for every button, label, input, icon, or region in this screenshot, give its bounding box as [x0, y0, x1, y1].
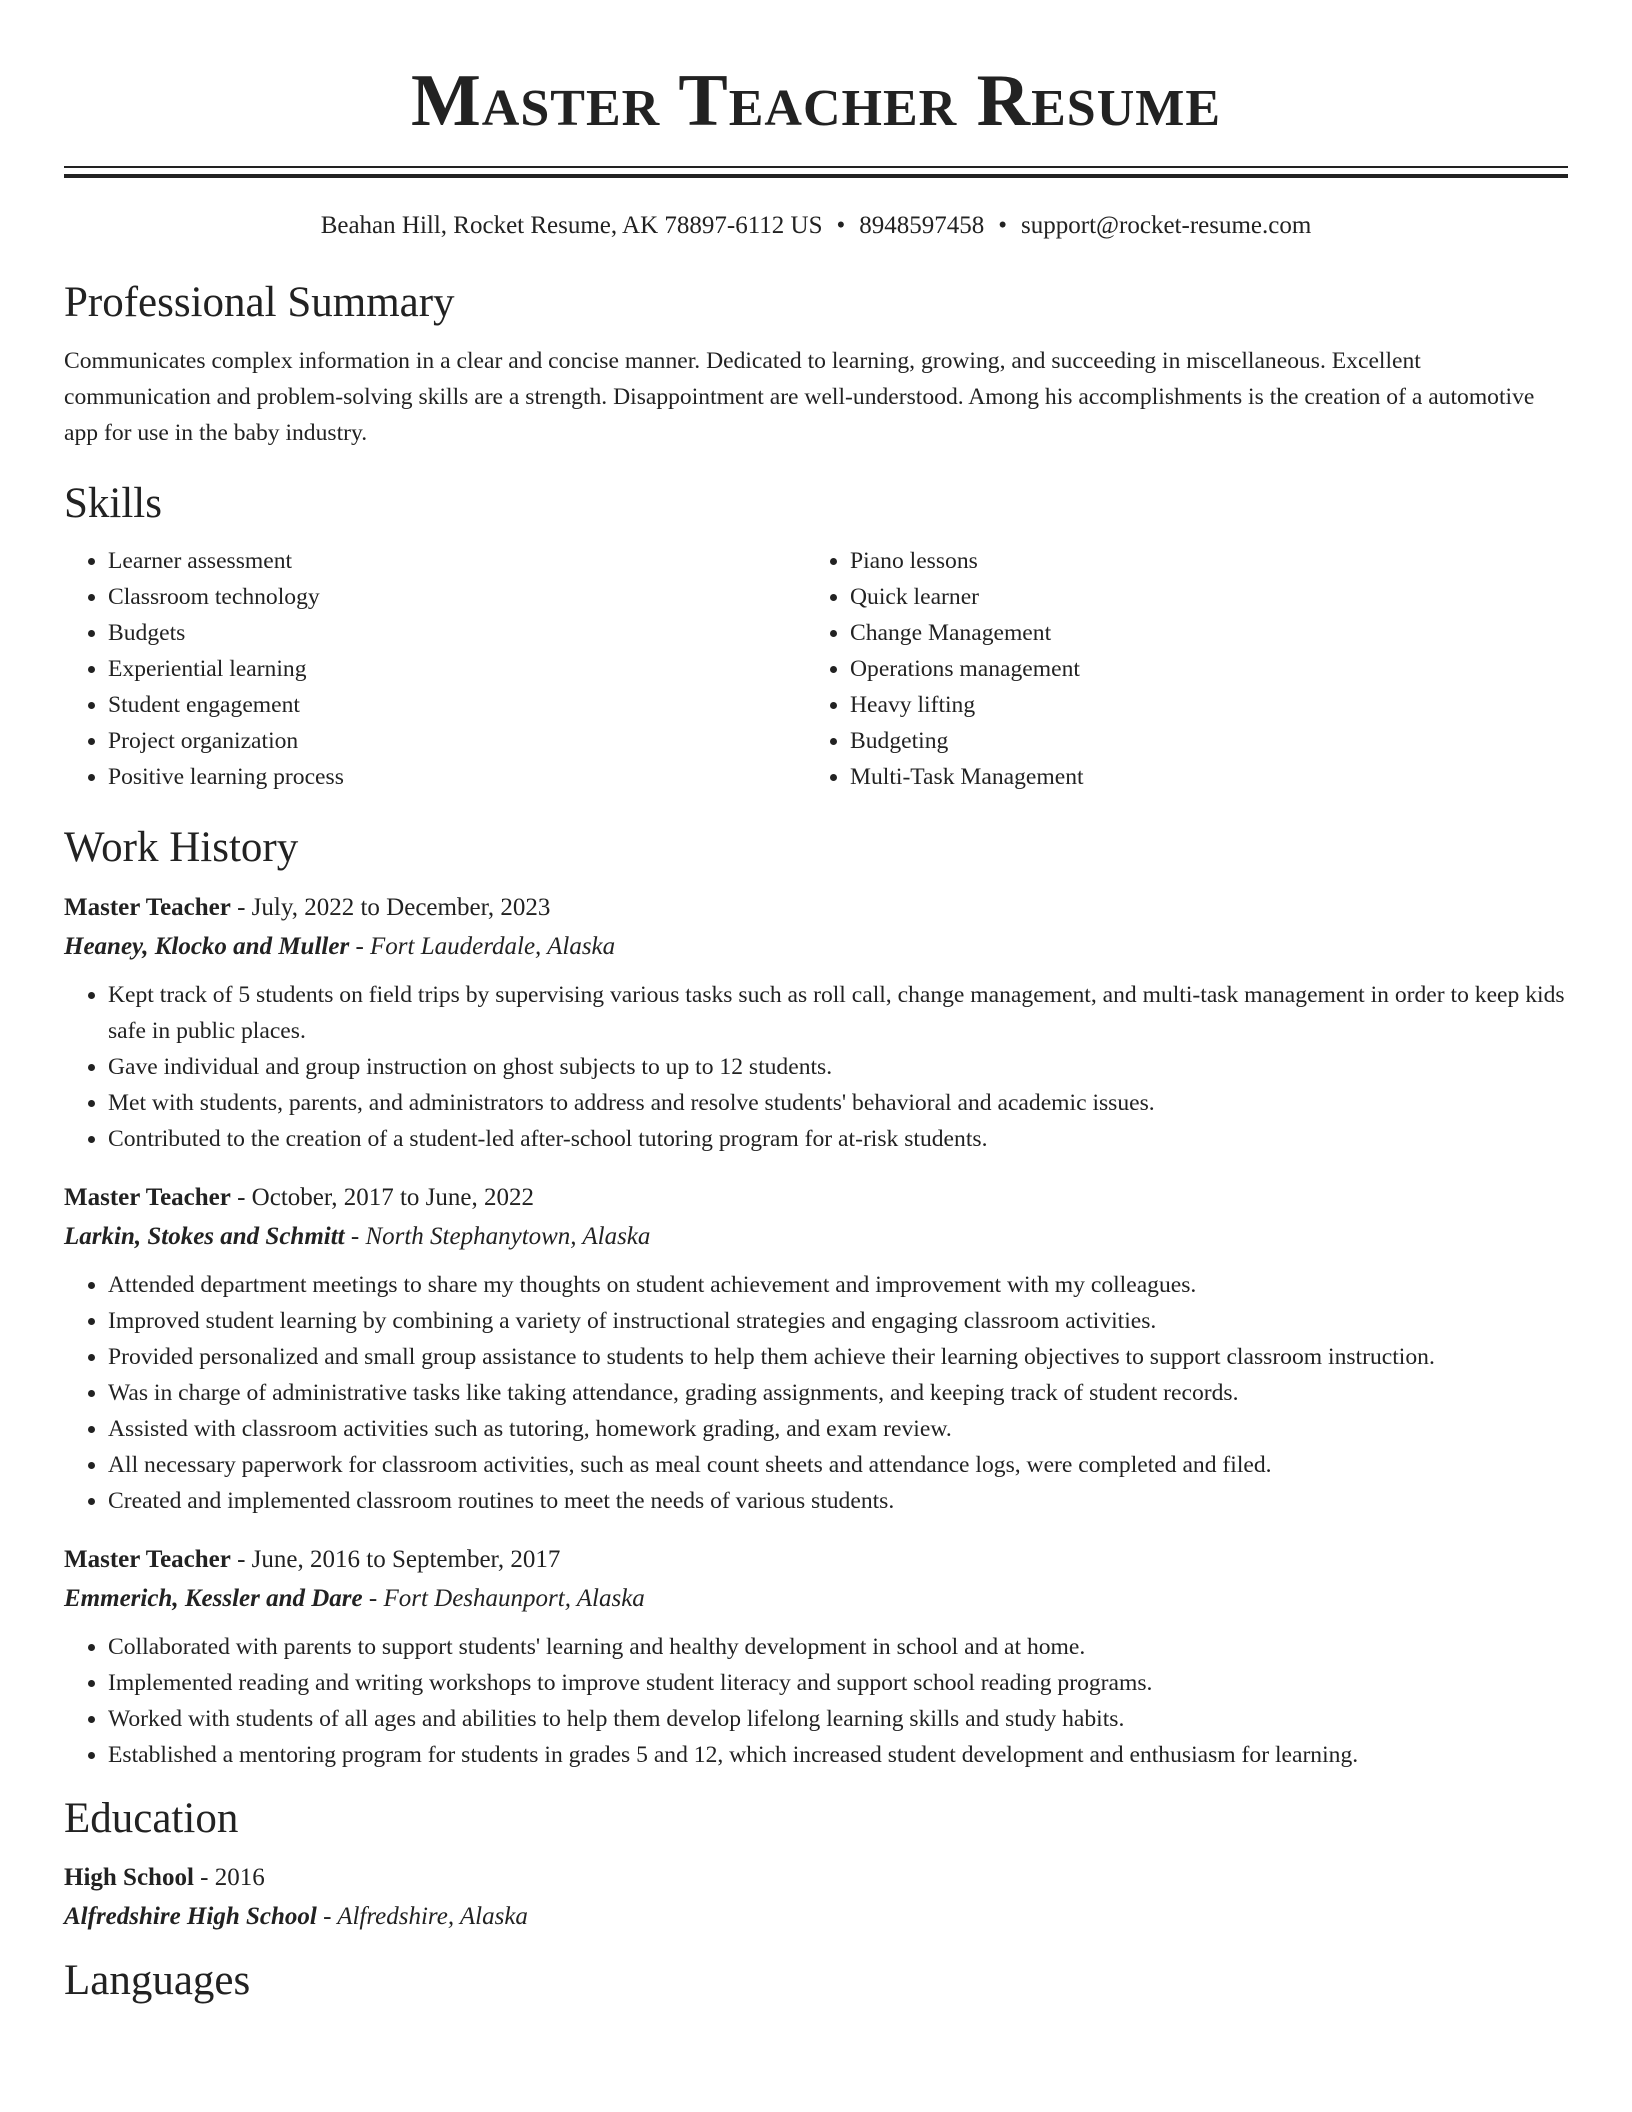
job-dates: - October, 2017 to June, 2022	[230, 1184, 534, 1211]
job-dates: - June, 2016 to September, 2017	[230, 1546, 561, 1573]
contact-email: support@rocket-resume.com	[1021, 212, 1312, 239]
job-bullet: • Established a mentoring program for students in grades 5 and 12, which increased student development and enthusiasm for learning.	[108, 1737, 1568, 1773]
skill-item: • Budgets	[108, 615, 806, 651]
job-company: Larkin, Stokes and Schmitt	[64, 1223, 345, 1250]
skill-item: • Experiential learning	[108, 651, 806, 687]
job-bullet: • Attended department meetings to share my thoughts on student achievement and improvement with my colleagues.	[108, 1267, 1568, 1303]
work-history-heading: Work History	[64, 824, 299, 871]
skill-item: • Classroom technology	[108, 579, 806, 615]
skill-item: • Piano lessons	[850, 543, 1548, 579]
job-entry	[64, 1541, 1568, 1773]
job-bullet: • Collaborated with parents to support students' learning and healthy development in school and at home.	[108, 1629, 1568, 1665]
job-company-line	[64, 1217, 1568, 1257]
job-entry	[64, 889, 1568, 1157]
job-bullets	[64, 1267, 1568, 1519]
job-bullet: • Gave individual and group instruction on ghost subjects to up to 12 students.	[108, 1049, 1568, 1085]
job-title-line	[64, 889, 1568, 927]
job-bullet: • Implemented reading and writing workshops to improve student literacy and support school reading programs.	[108, 1665, 1568, 1701]
job-bullet: • Contributed to the creation of a student-led after-school tutoring program for at-risk students.	[108, 1121, 1568, 1157]
job-title-line	[64, 1541, 1568, 1579]
job-bullets	[64, 977, 1568, 1157]
education-location: - Alfredshire, Alaska	[316, 1903, 528, 1930]
contact-line	[64, 209, 1568, 243]
job-title: Master Teacher	[64, 894, 231, 921]
job-title: Master Teacher	[64, 1546, 231, 1573]
skills-heading: Skills	[64, 480, 162, 527]
skill-item: • Change Management	[850, 615, 1548, 651]
skills-column-left	[64, 543, 806, 795]
title-divider-thick	[64, 174, 1568, 178]
languages-heading: Languages	[64, 1957, 251, 2004]
skill-item: • Heavy lifting	[850, 687, 1548, 723]
title-divider	[64, 166, 1568, 168]
job-location: - North Stephanytown, Alaska	[344, 1223, 651, 1250]
skill-item: • Positive learning process	[108, 759, 806, 795]
education-year: - 2016	[193, 1864, 265, 1891]
skill-item: • Operations management	[850, 651, 1548, 687]
contact-phone: 8948597458	[859, 212, 985, 239]
job-bullet: • Assisted with classroom activities such as tutoring, homework grading, and exam review.	[108, 1411, 1568, 1447]
job-bullets	[64, 1629, 1568, 1773]
summary-text: Communicates complex information in a clear and concise manner. Dedicated to learning, growing, and succeeding in miscellaneous. Excellent communication and problem-solving skills are a strength. Disappointment are well-understood. Among his accomplishments is the creation of a automotive app for use in the baby industry.	[64, 348, 1535, 446]
job-location: - Fort Deshaunport, Alaska	[362, 1585, 645, 1612]
education-degree: High School	[64, 1864, 194, 1891]
job-bullet: • Was in charge of administrative tasks like taking attendance, grading assignments, and keeping track of student records.	[108, 1375, 1568, 1411]
job-dates: - July, 2022 to December, 2023	[230, 894, 551, 921]
job-entry	[64, 1179, 1568, 1519]
job-location: - Fort Lauderdale, Alaska	[349, 933, 616, 960]
job-bullet: • Improved student learning by combining a variety of instructional strategies and engaging classroom activities.	[108, 1303, 1568, 1339]
job-company: Heaney, Klocko and Muller	[64, 933, 350, 960]
contact-separator: •	[836, 212, 846, 239]
job-bullet: • Provided personalized and small group assistance to students to help them achieve their learning objectives to support classroom instruction.	[108, 1339, 1568, 1375]
job-company-line	[64, 927, 1568, 967]
job-bullet: • Met with students, parents, and administrators to address and resolve students' behavioral and academic issues.	[108, 1085, 1568, 1121]
skill-item: • Budgeting	[850, 723, 1548, 759]
resume-title: Master Teacher Resume	[410, 60, 1222, 142]
education-school: Alfredshire High School	[64, 1903, 317, 1930]
resume-page	[64, 0, 1568, 2007]
skills-list	[64, 543, 1568, 795]
job-title-line	[64, 1179, 1568, 1217]
skill-item: • Multi-Task Management	[850, 759, 1548, 795]
job-company: Emmerich, Kessler and Dare	[64, 1585, 363, 1612]
contact-address: Beahan Hill, Rocket Resume, AK 78897-6112 US	[320, 212, 823, 239]
job-title: Master Teacher	[64, 1184, 231, 1211]
education-entry	[64, 1859, 1568, 1937]
skill-item: • Learner assessment	[108, 543, 806, 579]
skills-column-right	[806, 543, 1548, 795]
skill-item: • Quick learner	[850, 579, 1548, 615]
skill-item: • Student engagement	[108, 687, 806, 723]
job-company-line	[64, 1579, 1568, 1619]
education-school-line	[64, 1897, 1568, 1937]
summary-heading: Professional Summary	[64, 279, 455, 326]
education-degree-line	[64, 1859, 1568, 1897]
job-bullet: • Worked with students of all ages and abilities to help them develop lifelong learning skills and study habits.	[108, 1701, 1568, 1737]
job-bullet: • Kept track of 5 students on field trips by supervising various tasks such as roll call, change management, and multi-task management in order to keep kids safe in public places.	[108, 977, 1568, 1049]
contact-separator: •	[998, 212, 1008, 239]
job-bullet: • All necessary paperwork for classroom activities, such as meal count sheets and attendance logs, were completed and filed.	[108, 1447, 1568, 1483]
job-bullet: • Created and implemented classroom routines to meet the needs of various students.	[108, 1483, 1568, 1519]
education-heading: Education	[64, 1795, 239, 1842]
skill-item: • Project organization	[108, 723, 806, 759]
